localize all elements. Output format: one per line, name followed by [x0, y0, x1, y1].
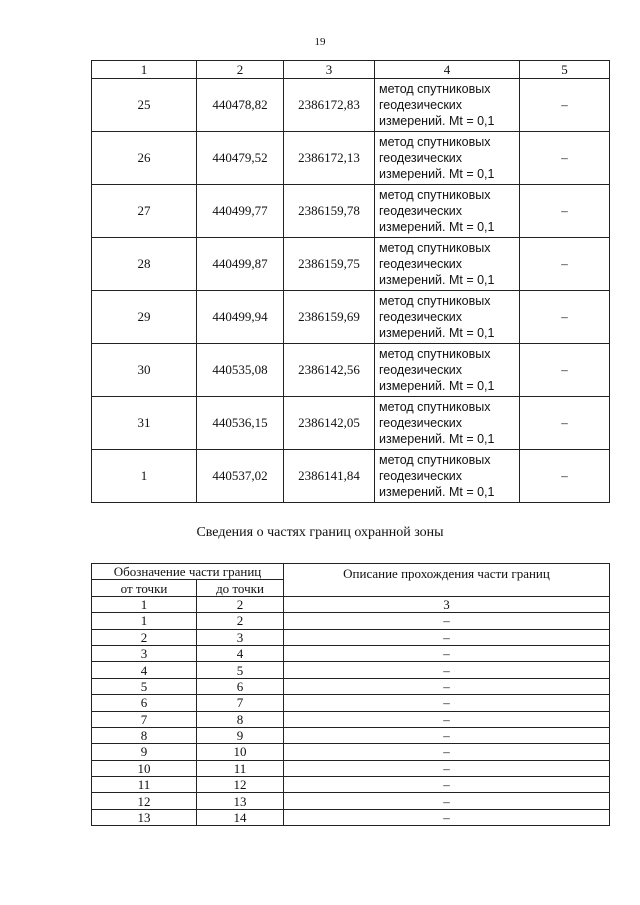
x-coordinate-cell: 440499,77 [197, 185, 284, 238]
description-cell: – [284, 711, 610, 727]
method-line: измерений. Mt = 0,1 [379, 273, 495, 287]
header-from-point: от точки [92, 580, 197, 596]
column-number-3: 3 [284, 596, 610, 612]
description-cell: – [284, 662, 610, 678]
note-cell: – [520, 291, 610, 344]
note-cell: – [520, 185, 610, 238]
table-row [92, 777, 610, 793]
column-number-2: 2 [197, 61, 284, 79]
method-cell [375, 238, 520, 291]
y-coordinate-cell: 2386159,69 [284, 291, 375, 344]
method-cell [375, 397, 520, 450]
y-coordinate-cell: 2386159,78 [284, 185, 375, 238]
method-cell [375, 185, 520, 238]
x-coordinate-cell: 440537,02 [197, 450, 284, 503]
table-header-row [92, 61, 610, 79]
column-number-1: 1 [92, 596, 197, 612]
method-line: геодезических [379, 98, 463, 112]
from-point-cell: 3 [92, 645, 197, 661]
method-line: метод спутниковых [379, 453, 491, 467]
method-line: геодезических [379, 204, 463, 218]
header-to-point: до точки [197, 580, 284, 596]
method-cell [375, 450, 520, 503]
method-line: метод спутниковых [379, 82, 491, 96]
header-boundary-designation: Обозначение части границ [92, 564, 284, 580]
method-cell [375, 132, 520, 185]
method-line: метод спутниковых [379, 241, 491, 255]
from-point-cell: 2 [92, 629, 197, 645]
from-point-cell: 8 [92, 727, 197, 743]
boundary-parts-table [91, 563, 610, 826]
table-row [92, 793, 610, 809]
method-line: геодезических [379, 151, 463, 165]
page-number: 19 [314, 36, 326, 48]
y-coordinate-cell: 2386142,56 [284, 344, 375, 397]
method-line: метод спутниковых [379, 400, 491, 414]
description-cell: – [284, 809, 610, 825]
y-coordinate-cell: 2386159,75 [284, 238, 375, 291]
from-point-cell: 6 [92, 695, 197, 711]
note-cell: – [520, 79, 610, 132]
method-line: измерений. Mt = 0,1 [379, 432, 495, 446]
point-number-cell: 27 [92, 185, 197, 238]
method-line: измерений. Mt = 0,1 [379, 220, 495, 234]
method-line: геодезических [379, 416, 463, 430]
table-row [92, 629, 610, 645]
method-line: измерений. Mt = 0,1 [379, 485, 495, 499]
description-cell: – [284, 727, 610, 743]
description-cell: – [284, 645, 610, 661]
x-coordinate-cell: 440478,82 [197, 79, 284, 132]
description-cell: – [284, 629, 610, 645]
method-line: измерений. Mt = 0,1 [379, 114, 495, 128]
to-point-cell: 7 [197, 695, 284, 711]
table-row [92, 79, 610, 132]
description-cell: – [284, 760, 610, 776]
to-point-cell: 5 [197, 662, 284, 678]
method-line: измерений. Mt = 0,1 [379, 167, 495, 181]
from-point-cell: 12 [92, 793, 197, 809]
x-coordinate-cell: 440479,52 [197, 132, 284, 185]
section-title: Сведения о частях границ охранной зоны [196, 525, 444, 540]
table-row [92, 809, 610, 825]
table-row [92, 344, 610, 397]
table-row [92, 450, 610, 503]
note-cell: – [520, 344, 610, 397]
method-cell [375, 344, 520, 397]
table-numbering-row [92, 596, 610, 612]
from-point-cell: 4 [92, 662, 197, 678]
from-point-cell: 9 [92, 744, 197, 760]
table-row [92, 185, 610, 238]
table-row [92, 291, 610, 344]
method-line: измерений. Mt = 0,1 [379, 379, 495, 393]
point-number-cell: 25 [92, 79, 197, 132]
method-line: метод спутниковых [379, 294, 491, 308]
description-cell: – [284, 695, 610, 711]
note-cell: – [520, 238, 610, 291]
note-cell: – [520, 450, 610, 503]
to-point-cell: 13 [197, 793, 284, 809]
method-line: геодезических [379, 469, 463, 483]
description-cell: – [284, 793, 610, 809]
table-row [92, 613, 610, 629]
point-number-cell: 31 [92, 397, 197, 450]
method-line: измерений. Mt = 0,1 [379, 326, 495, 340]
method-line: геодезических [379, 310, 463, 324]
method-cell [375, 79, 520, 132]
to-point-cell: 3 [197, 629, 284, 645]
to-point-cell: 11 [197, 760, 284, 776]
table-row [92, 695, 610, 711]
method-line: геодезических [379, 363, 463, 377]
to-point-cell: 4 [197, 645, 284, 661]
y-coordinate-cell: 2386142,05 [284, 397, 375, 450]
description-cell: – [284, 777, 610, 793]
coordinates-table [91, 60, 610, 503]
method-line: метод спутниковых [379, 135, 491, 149]
from-point-cell: 13 [92, 809, 197, 825]
to-point-cell: 12 [197, 777, 284, 793]
to-point-cell: 2 [197, 613, 284, 629]
note-cell: – [520, 397, 610, 450]
table-row [92, 727, 610, 743]
point-number-cell: 30 [92, 344, 197, 397]
table-row [92, 678, 610, 694]
x-coordinate-cell: 440536,15 [197, 397, 284, 450]
method-line: геодезических [379, 257, 463, 271]
table-header-row [92, 564, 610, 580]
to-point-cell: 9 [197, 727, 284, 743]
note-cell: – [520, 132, 610, 185]
to-point-cell: 8 [197, 711, 284, 727]
table-row [92, 662, 610, 678]
description-cell: – [284, 744, 610, 760]
x-coordinate-cell: 440499,87 [197, 238, 284, 291]
column-number-1: 1 [92, 61, 197, 79]
point-number-cell: 28 [92, 238, 197, 291]
table-row [92, 132, 610, 185]
header-boundary-description: Описание прохождения части границ [284, 564, 610, 597]
from-point-cell: 5 [92, 678, 197, 694]
x-coordinate-cell: 440499,94 [197, 291, 284, 344]
table-row [92, 238, 610, 291]
table-row [92, 744, 610, 760]
point-number-cell: 1 [92, 450, 197, 503]
point-number-cell: 29 [92, 291, 197, 344]
table-row [92, 397, 610, 450]
column-number-5: 5 [520, 61, 610, 79]
column-number-3: 3 [284, 61, 375, 79]
from-point-cell: 7 [92, 711, 197, 727]
to-point-cell: 14 [197, 809, 284, 825]
y-coordinate-cell: 2386141,84 [284, 450, 375, 503]
column-number-4: 4 [375, 61, 520, 79]
column-number-2: 2 [197, 596, 284, 612]
point-number-cell: 26 [92, 132, 197, 185]
from-point-cell: 10 [92, 760, 197, 776]
y-coordinate-cell: 2386172,83 [284, 79, 375, 132]
table-row [92, 760, 610, 776]
y-coordinate-cell: 2386172,13 [284, 132, 375, 185]
to-point-cell: 10 [197, 744, 284, 760]
method-line: метод спутниковых [379, 347, 491, 361]
from-point-cell: 1 [92, 613, 197, 629]
to-point-cell: 6 [197, 678, 284, 694]
x-coordinate-cell: 440535,08 [197, 344, 284, 397]
table-row [92, 645, 610, 661]
description-cell: – [284, 613, 610, 629]
method-cell [375, 291, 520, 344]
from-point-cell: 11 [92, 777, 197, 793]
description-cell: – [284, 678, 610, 694]
table-row [92, 711, 610, 727]
method-line: метод спутниковых [379, 188, 491, 202]
